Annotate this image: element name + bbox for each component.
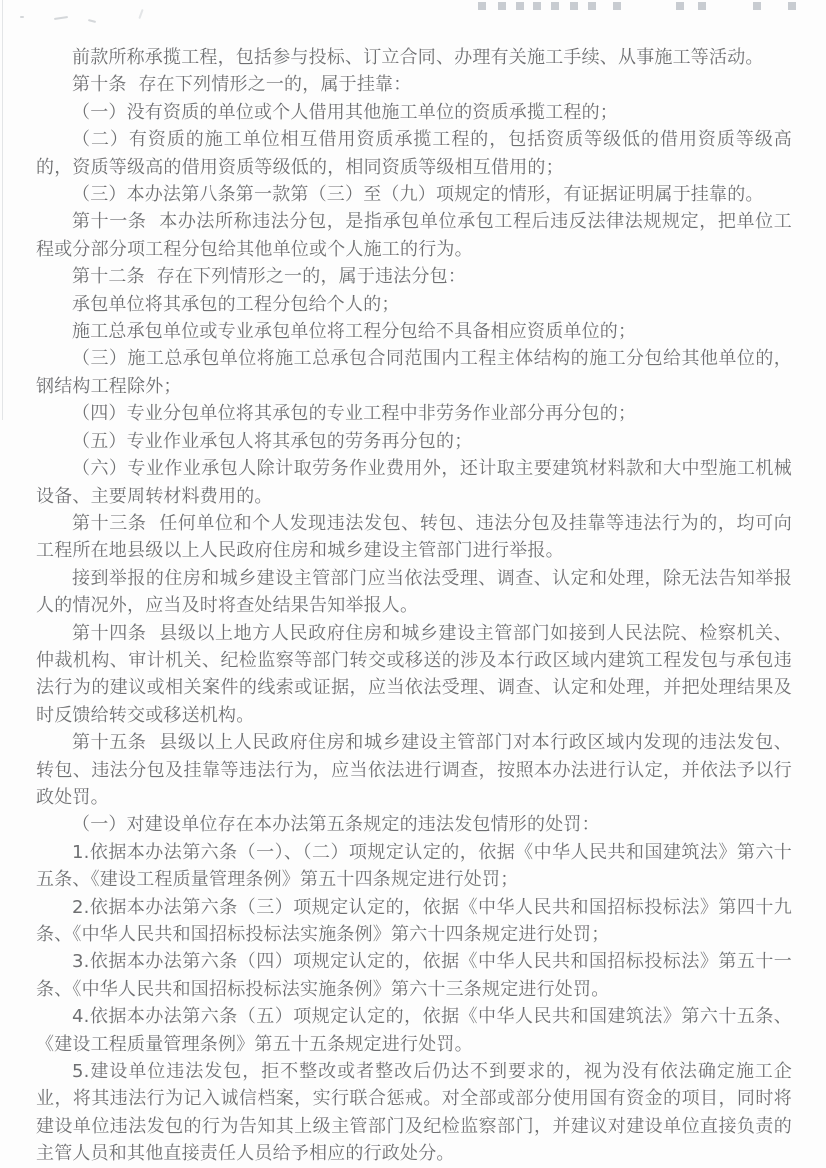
scan-square-mark — [551, 2, 559, 10]
paragraph: （三）施工总承包单位将施工总承包合同范围内工程主体结构的施工分包给其他单位的，钢结构工程除外； — [36, 348, 792, 397]
paragraph: 第十四条 县级以上地方人民政府住房和城乡建设主管部门如接到人民法院、检察机关、仲裁机构、审计机关、纪检监察等部门转交或移送的涉及本行政区域内建筑工程发包与承包违法行为的建议或相关案件的线索或证据，应当依法受理、调查、认定和处理，并把处理结果及时反馈给转交或移送机构。 — [36, 622, 792, 726]
paragraph: （六）专业作业承包人除计取劳务作业费用外，还计取主要建筑材料款和大中型施工机械设备、主要周转材料费用的。 — [36, 458, 792, 507]
paragraph: （二）有资质的施工单位相互借用资质承揽工程的，包括资质等级低的借用资质等级高的，资质等级高的借用资质等级低的，相同资质等级相互借用的； — [36, 129, 792, 178]
paragraph: 前款所称承揽工程，包括参与投标、订立合同、办理有关施工手续、从事施工等活动。 — [72, 47, 764, 68]
paragraph: （一）没有资质的单位或个人借用其他施工单位的资质承揽工程的； — [72, 101, 618, 123]
paragraph: 承包单位将其承包的工程分包给个人的； — [72, 293, 400, 315]
scan-square-mark — [753, 2, 761, 10]
scan-square-mark — [516, 2, 524, 10]
paragraph: 4.依据本办法第六条（五）项规定认定的，依据《中华人民共和国建筑法》第六十五条、《建设工程质量管理条例》第五十五条规定进行处罚。 — [36, 1006, 792, 1055]
paragraph: 2.依据本办法第六条（三）项规定认定的，依据《中华人民共和国招标投标法》第四十九条、《中华人民共和国招标投标法实施条例》第六十四条规定进行处罚； — [36, 896, 792, 945]
paragraph: 5.建设单位违法发包，拒不整改或者整改后仍达不到要求的，视为没有依法确定施工企业，将其违法行为记入诚信档案，实行联合惩戒。对全部或部分使用国有资金的项目，同时将建设单位违法发包的行为告知其上级主管部门及纪检监察部门，并建议对建设单位直接负责的主管人员和其他直接责任人员给予相应的行政处分。 — [36, 1061, 792, 1165]
document-body — [36, 44, 792, 1168]
scan-square-mark — [588, 2, 596, 10]
paragraph: （一）对建设单位存在本办法第五条规定的违法发包情形的处罚： — [72, 814, 600, 836]
scan-square-mark — [613, 2, 621, 10]
paragraph: 第十条 存在下列情形之一的，属于挂靠： — [72, 74, 412, 96]
paragraph: 第十五条 县级以上人民政府住房和城乡建设主管部门对本行政区域内发现的违法发包、转包、违法分包及挂靠等违法行为，应当依法进行调查，按照本办法进行认定，并依法予以行政处罚。 — [36, 732, 792, 808]
paragraph: 第十三条 任何单位和个人发现违法发包、转包、违法分包及挂靠等违法行为的，均可向工程所在地县级以上人民政府住房和城乡建设主管部门进行举报。 — [36, 512, 792, 562]
paragraph: 1.依据本办法第六条（一）、（二）项规定认定的，依据《中华人民共和国建筑法》第六十五条、《建设工程质量管理条例》第五十四条规定进行处罚； — [36, 841, 792, 891]
paragraph: 接到举报的住房和城乡建设主管部门应当依法受理、调查、认定和处理，除无法告知举报人的情况外，应当及时将查处结果告知举报人。 — [36, 567, 792, 617]
paragraph: 第十一条 本办法所称违法分包，是指承包单位承包工程后违反法律法规规定，把单位工程或分部分项工程分包给其他单位或个人施工的行为。 — [36, 211, 792, 260]
scan-square-mark — [533, 2, 541, 10]
scan-square-mark — [788, 2, 796, 10]
paragraph: 第十二条 存在下列情形之一的，属于违法分包： — [72, 266, 467, 288]
paragraph: （五）专业作业承包人将其承包的劳务再分包的； — [72, 430, 473, 452]
scan-noise-speck — [20, 16, 24, 18]
paragraph: （四）专业分包单位将其承包的专业工程中非劳务作业部分再分包的； — [72, 403, 637, 425]
scan-square-mark — [498, 2, 506, 10]
scan-artifact-marks — [0, 0, 826, 12]
scan-square-mark — [698, 2, 706, 10]
paragraph: 施工总承包单位或专业承包单位将工程分包给不具备相应资质单位的； — [72, 321, 637, 343]
paragraph: 3.依据本办法第六条（四）项规定认定的，依据《中华人民共和国招标投标法》第五十一条、《中华人民共和国招标投标法实施条例》第六十三条规定进行处罚。 — [36, 951, 792, 1000]
scan-noise-speck — [54, 16, 68, 20]
scan-noise-speck — [88, 19, 96, 23]
scan-square-mark — [676, 2, 684, 10]
scan-edge-line — [2, 0, 3, 420]
paragraph: （三）本办法第八条第一款第（三）至（九）项规定的情形，有证据证明属于挂靠的。 — [72, 184, 764, 206]
scan-square-mark — [478, 2, 486, 10]
scan-square-mark — [570, 2, 578, 10]
